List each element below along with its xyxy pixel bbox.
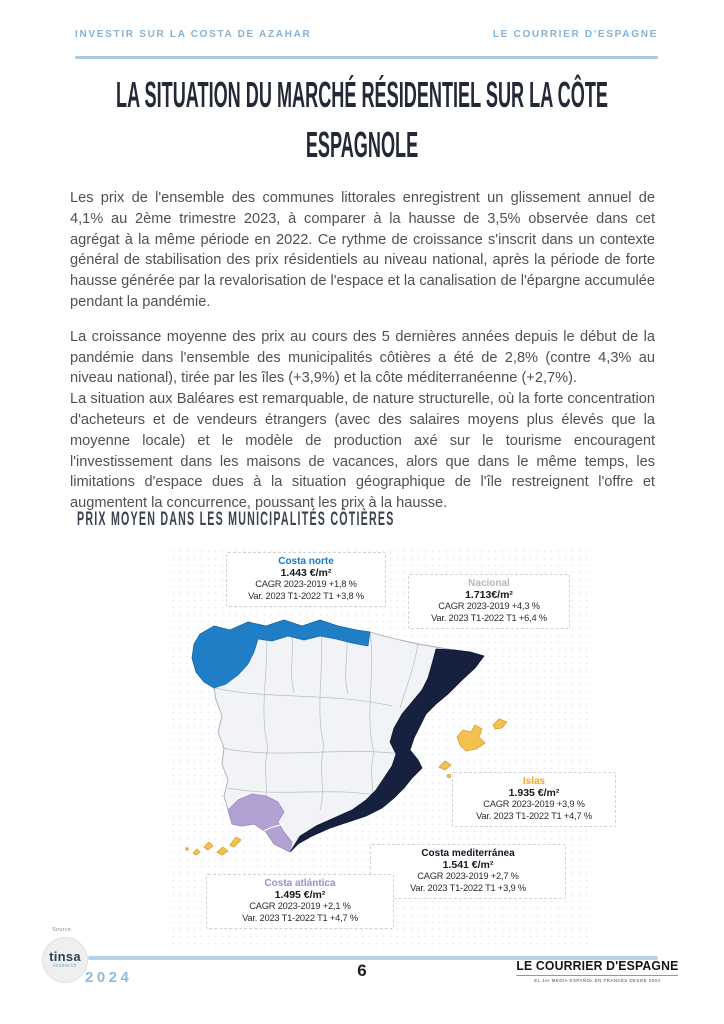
region-var: Var. 2023 T1-2022 T1 +3,8 % <box>248 590 364 601</box>
region-cagr: CAGR 2023-2019 +1,8 % <box>255 579 357 590</box>
region-title: Islas <box>522 776 546 787</box>
region-title: Costa norte <box>278 556 334 567</box>
region-title: Costa atlántica <box>264 878 336 889</box>
region-title: Costa mediterránea <box>421 848 515 859</box>
region-var: Var. 2023 T1-2022 T1 +4,7 % <box>476 810 592 821</box>
map-label-nacional <box>408 574 570 629</box>
region-price: 1.443 €/m² <box>280 566 332 579</box>
map-label-costa-mediterranea <box>370 844 566 899</box>
tinsa-logo-word: tinsa <box>49 948 81 964</box>
map-label-islas <box>452 772 616 827</box>
island-canaria-5 <box>230 837 241 847</box>
region-var: Var. 2023 T1-2022 T1 +6,4 % <box>431 612 547 623</box>
paragraph-2: La croissance moyenne des prix au cours des 5 dernières années depuis le début de la pandémie dans l'ensemble des municipalités côtières a été de 2,8% (contre 4,3% au niveau national), tirée par les îles (+3,9%) et la côte méditerranéenne (+2,7%). <box>70 328 655 387</box>
region-cagr: CAGR 2023-2019 +4,3 % <box>438 601 540 612</box>
spain-price-map <box>170 548 590 950</box>
footer-year: 2024 <box>85 969 133 986</box>
island-canaria-3 <box>204 842 213 850</box>
paragraph-1: Les prix de l'ensemble des communes littorales enregistrent un glissement annuel de 4,1% au 2ème trimestre 2023, à comparer à la hausse de 3,5% observée dans cet agrégat à la même période en 2022. Ce rythme de croissance s'inscrit dans un contexte général de stabilisation des prix résidentiels au niveau national, après la période de forte hausse générée par la revalorisation de l'espace et la canalisation de l'épargne accumulée pendant la pandémie. <box>70 190 655 310</box>
header-right-title: LE COURRIER D'ESPAGNE <box>492 29 658 40</box>
brand-logo <box>516 958 678 983</box>
article-body <box>70 188 655 528</box>
source-label: Source <box>52 927 72 933</box>
region-cagr: CAGR 2023-2019 +2,7 % <box>417 871 519 882</box>
header-rule <box>75 56 658 59</box>
section-heading: PRIX MOYEN DANS LES MUNICIPALITÉS CÔTIÈRES <box>77 509 395 530</box>
island-ibiza <box>439 761 451 770</box>
brand-tagline: EL 1er MEDIA ESPAÑOL EN FRANCÉS DESDE 2004 <box>533 977 660 983</box>
region-var: Var. 2023 T1-2022 T1 +3,9 % <box>410 882 526 893</box>
island-canaria-1 <box>186 848 189 851</box>
island-canaria-4 <box>217 847 228 855</box>
island-formentera <box>447 774 450 777</box>
page-header <box>75 29 658 40</box>
map-label-costa-atlantica <box>206 874 394 929</box>
region-price: 1.713€/m² <box>465 588 513 601</box>
page-title: LA SITUATION DU MARCHÉ RÉSIDENTIEL SUR LA CÔTE ESPAGNOLE <box>116 74 608 165</box>
island-mallorca <box>457 725 485 751</box>
region-title: Nacional <box>468 578 510 589</box>
tinsa-logo-sub: research <box>53 962 77 969</box>
region-var: Var. 2023 T1-2022 T1 +4,7 % <box>242 912 358 923</box>
region-price: 1.541 €/m² <box>442 858 494 871</box>
brand-title: LE COURRIER D'ESPAGNE <box>516 958 678 976</box>
region-price: 1.495 €/m² <box>274 888 326 901</box>
paragraph-3: La situation aux Baléares est remarquable, de nature structurelle, où la forte concentration d'acheteurs et de vendeurs étrangers (avec des salaires moyens plus élevés que la moyenne locale) et le modèle de production axé sur le tourisme encouragent l'investissement dans les maisons de vacances, alors que dans le même temps, les limitations d'espace dues à la situation géographique de l'île restreignent l'offre et augmentent la concurrence, poussant les prix à la hausse. <box>70 391 655 512</box>
region-cagr: CAGR 2023-2019 +2,1 % <box>249 901 351 912</box>
header-left-title: INVESTIR SUR LA COSTA DE AZAHAR <box>75 29 312 40</box>
island-menorca <box>493 719 507 729</box>
title-wrap <box>70 70 654 170</box>
region-cagr: CAGR 2023-2019 +3,9 % <box>483 799 585 810</box>
region-price: 1.935 €/m² <box>508 786 560 799</box>
map-label-costa-norte <box>226 552 386 607</box>
page-number: 6 <box>357 961 367 980</box>
island-canaria-2 <box>193 849 200 855</box>
